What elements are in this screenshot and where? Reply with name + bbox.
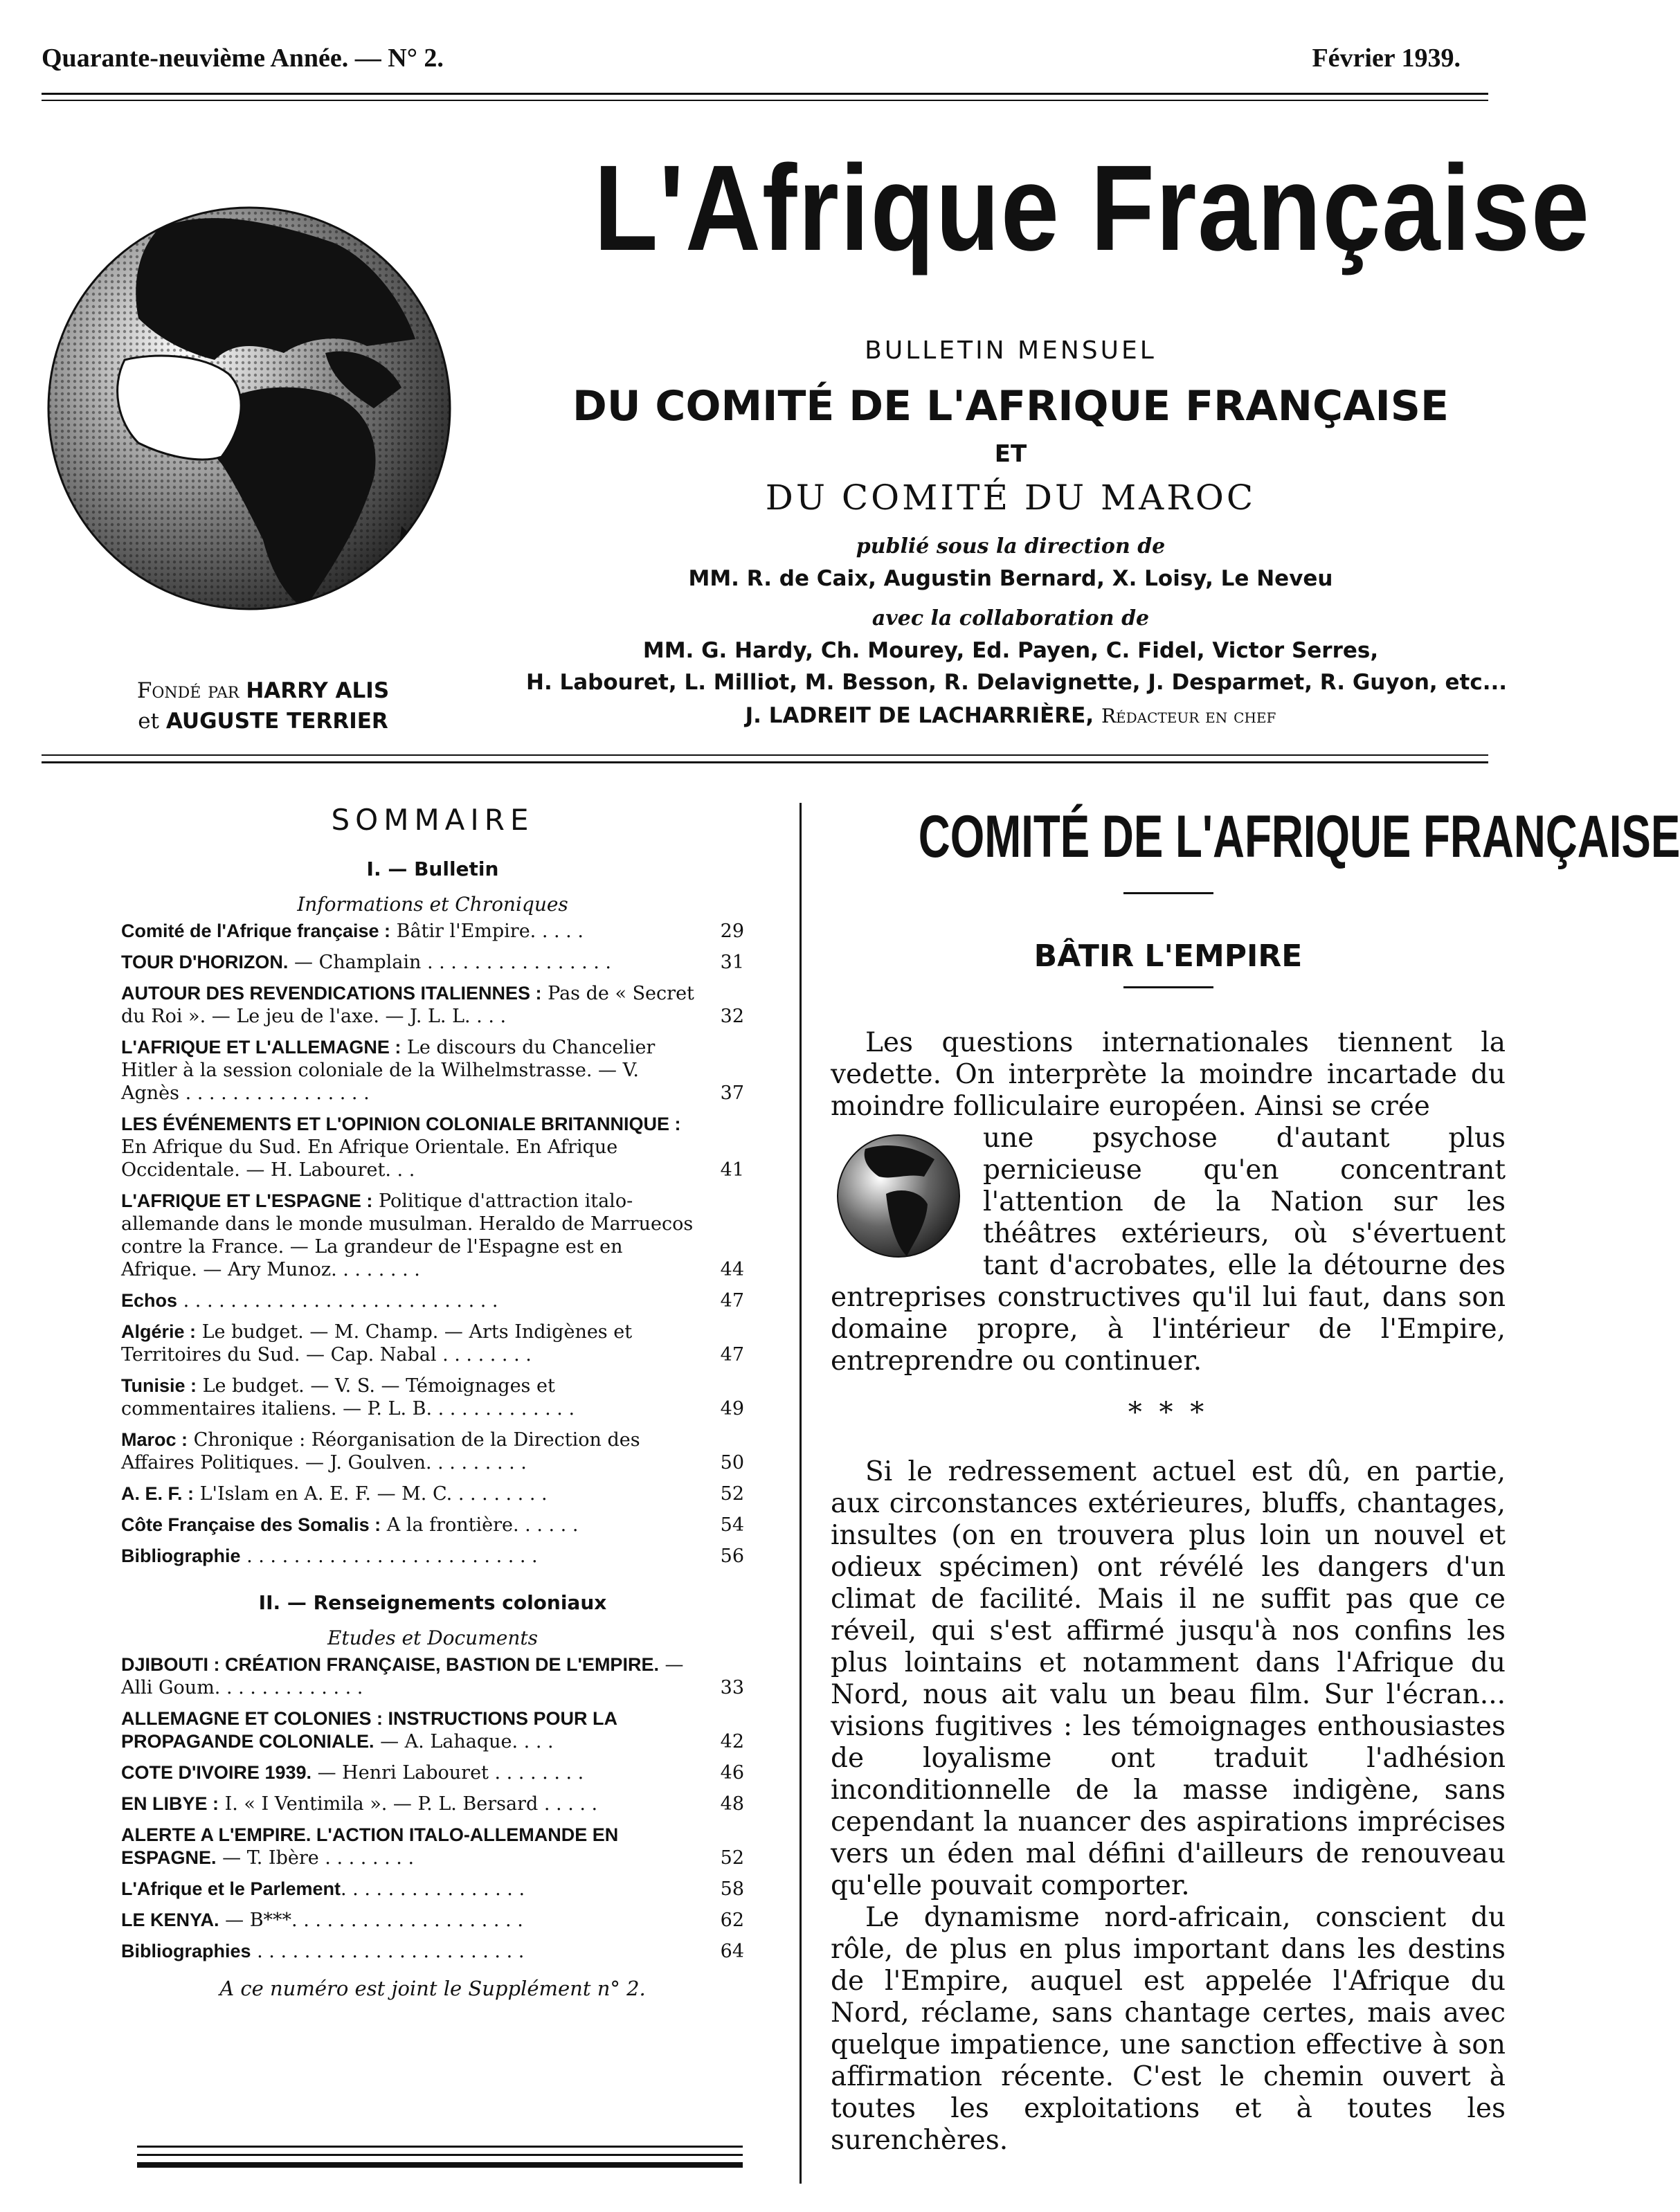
toc-entry [121,951,744,974]
toc-entry-text [121,1321,694,1366]
toc-entry-detail: Chronique : Réorganisation de la Direction des Affaires Politiques. — J. Goulven. . . . . . . . . [121,1429,640,1474]
toc-entry [121,1321,744,1366]
toc-entry-text [121,1036,694,1105]
toc-entry-detail: I. « I Ventimila ». — P. L. Bersard . . . . . [219,1793,598,1815]
comite-af-label: DU COMITÉ DE L'AFRIQUE FRANÇAISE [572,382,1449,430]
toc-entry-detail: Le budget. — M. Champ. — Arts Indigènes et Territoires du Sud. — Cap. Nabal . . . . . . . . [121,1321,633,1366]
founders-block [69,676,457,736]
toc-entry-detail: — A. Lahaque. . . . [374,1731,554,1752]
redacteur-line [526,703,1495,728]
toc-entry [121,1940,744,1963]
toc-entry-lead: AUTOUR DES REVENDICATIONS ITALIENNES : [121,983,542,1004]
section-2-sub: Etudes et Documents [327,1626,538,1649]
heading-rule [1123,892,1213,894]
directors-line: MM. R. de Caix, Augustin Bernard, X. Loisy, Le Neveu [688,566,1333,591]
toc-entry-text [121,1545,694,1568]
toc-entry-detail: Politique d'attraction italo-allemande dans le monde musulman. Heraldo de Marruecos contre la France. — La grandeur de l'Espagne est en Afrique. — Ary Munoz. . . . . . . . [121,1190,694,1280]
toc-entry-lead: LES ÉVÉNEMENTS ET L'OPINION COLONIALE BRITANNIQUE : [121,1114,681,1134]
toc-entry [121,1375,744,1420]
toc-entry-text [121,1940,694,1963]
toc-entry-detail: Bâtir l'Empire. . . . . [390,921,584,942]
toc-entry-detail: — Henri Labouret . . . . . . . . [311,1762,584,1784]
toc-entry [121,1514,744,1536]
toc-entry-lead: Bibliographie [121,1545,241,1566]
masthead-rule [42,754,1488,756]
top-rule [42,93,1488,95]
paragraph-1b: une psychose d'autant plus pernicieuse qu'en concentrant l'attention de la Nation sur les théâtres extérieurs, où s'évertuent tant d'acrobates, elle la détourne des entreprises constructives qu'il lui faut, dans son domaine propre, à l'intérieur de l'Empire, entreprendre ou continuer. [831,1123,1506,1377]
toc-entry-detail: En Afrique du Sud. En Afrique Orientale. En Afrique Occidentale. — H. Labouret. . . [121,1136,618,1181]
redacteur-role: Rédacteur en chef [1101,705,1276,727]
publie-label: publié sous la direction de [856,534,1166,559]
toc-entry-lead: ALERTE A L'EMPIRE. L'ACTION ITALO-ALLEMANDE EN ESPAGNE. [121,1824,619,1868]
toc-entry-page: 47 [720,1344,744,1366]
toc-entry-text [121,1514,694,1536]
toc-entry-lead: ALLEMAGNE ET COLONIES : INSTRUCTIONS POUR LA PROPAGANDE COLONIALE. [121,1708,617,1752]
toc-entry-lead: Comité de l'Afrique française : [121,921,391,941]
section-1-heading: I. — Bulletin [366,858,499,880]
toc-entry-text [121,1289,694,1312]
bottom-rule-1 [137,2146,743,2148]
article-title: BÂTIR L'EMPIRE [1033,939,1303,974]
toc-entry-text [121,920,694,943]
toc-entry-page: 56 [720,1545,744,1567]
toc-entry-page: 52 [720,1483,744,1505]
toc-entry-text [121,1761,694,1784]
redacteur-name: J. LADREIT DE LACHARRIÈRE, [745,703,1094,728]
toc-entry-detail: — B***. . . . . . . . . . . . . . . . . . . . [219,1910,523,1931]
toc-entry-lead: L'AFRIQUE ET L'ALLEMAGNE : [121,1037,401,1058]
toc-entry [121,1190,744,1281]
et-label: ET [994,440,1027,468]
toc-entry-page: 50 [720,1452,744,1474]
masthead-rule-2 [42,761,1488,763]
toc-entry-text [121,1429,694,1474]
title-rule [1123,986,1213,988]
toc-entry-page: 42 [720,1731,744,1752]
toc-entry-text [121,982,694,1028]
toc-entry-page: 37 [720,1082,744,1104]
bottom-rule-3 [137,2162,743,2168]
toc-section-1 [121,920,744,1568]
toc-entry-text [121,1793,694,1815]
paragraph-1a: Les questions internationales tiennent la vedette. On interprète la moindre incartade du moindre folliculaire européen. Ainsi se crée [831,1027,1506,1122]
toc-entry-page: 29 [720,921,744,942]
globe-illustration [42,180,457,623]
issue-line: Quarante-neuvième Année. — N° 2. [42,44,444,73]
toc-entry [121,1793,744,1815]
collab-label: avec la collaboration de [871,606,1150,631]
toc-entry-page: 49 [720,1398,744,1420]
toc-entry-text [121,1824,694,1869]
toc-entry-page: 58 [720,1878,744,1900]
toc-entry-page: 62 [720,1910,744,1931]
toc-entry-lead: Tunisie : [121,1375,197,1396]
paragraph-2: Si le redressement actuel est dû, en partie, aux circonstances extérieures, bluffs, chantages, insultes (on en trouvera plus loin un nouvel et odieux spécimen) ont révélé les dangers d'un climat de facilité. Mais il ne suffit pas que ce réveil, qui s'est affirmé jusqu'à nos confins les plus lointains et notamment dans l'Afrique du Nord, nous ait valu un beau film. Sur l'écran... visions fugitives : les témoignages enthousiastes de loyalisme ont traduit l'adhésion inconditionnelle de la masse indigène, sans cependant la nuancer des aspirations imprécises vers un éden mal défini d'ailleurs de renouveau qu'elle pouvait comporter. [831,1456,1506,1901]
toc-entry-page: 64 [720,1941,744,1962]
toc-entry-detail: . . . . . . . . . . . . . . . . . . . . . . . . . [240,1545,538,1567]
toc-entry-detail: — Alli Goum. . . . . . . . . . . . . [121,1654,684,1698]
sommaire-title: SOMMAIRE [331,803,534,837]
paragraph-1-wrap [831,1123,1506,1377]
bottom-rule-2 [137,2154,743,2156]
toc-entry-detail: Le discours du Chancelier Hitler à la session coloniale de la Wilhelmstrasse. — V. Agnès . . . . . . . . . . . . . . . . [121,1037,656,1104]
toc-entry-lead: DJIBOUTI : CRÉATION FRANÇAISE, BASTION DE L'EMPIRE. [121,1654,659,1675]
toc-entry-lead: Maroc : [121,1429,188,1450]
founded-label: Fondé par [136,678,240,703]
toc-entry-detail: A la frontière. . . . . . [381,1514,579,1536]
toc-entry-lead: EN LIBYE : [121,1793,219,1814]
toc-entry-page: 32 [720,1006,744,1027]
toc-entry-page: 46 [720,1762,744,1784]
toc-entry-page: 48 [720,1793,744,1815]
toc-entry-detail: Pas de « Secret du Roi ». — Le jeu de l'axe. — J. L. L. . . . [121,983,694,1027]
founder-2: AUGUSTE TERRIER [165,709,388,734]
collaborators-line-1: MM. G. Hardy, Ch. Mourey, Ed. Payen, C. Fidel, Victor Serres, [642,638,1379,663]
toc-entry-lead: L'Afrique et le Parlement [121,1878,341,1899]
toc-entry-detail: Le budget. — V. S. — Témoignages et commentaires italiens. — P. L. B. . . . . . . . . . . . . [121,1375,575,1420]
toc-entry-text [121,1707,694,1753]
toc-entry-page: 33 [720,1677,744,1698]
small-globe-illustration [831,1128,966,1264]
toc-entry-lead: TOUR D'HORIZON. [121,952,289,972]
toc-entry [121,1036,744,1105]
sommaire [121,796,744,2000]
toc-entry-text [121,1909,694,1932]
toc-entry-detail: . . . . . . . . . . . . . . . . . . . . . . . [251,1941,525,1962]
toc-entry-lead: L'AFRIQUE ET L'ESPAGNE : [121,1190,373,1211]
toc-entry-lead: COTE D'IVOIRE 1939. [121,1762,312,1783]
toc-entry [121,1113,744,1181]
toc-entry [121,1483,744,1505]
toc-entry-text [121,951,694,974]
toc-entry-lead: Bibliographies [121,1941,251,1961]
toc-entry-page: 54 [720,1514,744,1536]
toc-entry [121,1761,744,1784]
bulletin-label: BULLETIN MENSUEL [865,336,1157,365]
toc-entry-text [121,1878,694,1901]
toc-entry-text [121,1190,694,1281]
toc-entry-detail: — Champlain . . . . . . . . . . . . . . . . [288,952,612,973]
toc-entry-detail: . . . . . . . . . . . . . . . . . . . . . . . . . . . [177,1290,498,1312]
toc-entry [121,1824,744,1869]
toc-entry [121,920,744,943]
toc-entry-page: 52 [720,1847,744,1869]
toc-entry [121,1653,744,1699]
toc-entry-detail: L'Islam en A. E. F. — M. C. . . . . . . . . [194,1483,548,1505]
toc-entry-text [121,1483,694,1505]
toc-entry-page: 31 [720,952,744,973]
toc-entry-lead: Echos [121,1290,178,1311]
toc-entry [121,1707,744,1753]
toc-section-2 [121,1653,744,1963]
toc-entry [121,1878,744,1901]
toc-entry-lead: Côte Française des Somalis : [121,1514,381,1535]
article-section-heading: COMITÉ DE L'AFRIQUE FRANÇAISE [918,804,1680,870]
paragraph-3: Le dynamisme nord-africain, conscient du rôle, de plus en plus important dans les destins de l'Empire, auquel est appelée l'Afrique du Nord, réclame, sans chantage certes, mais avec quelque impatience, une sanction effective à son affirmation récente. C'est le chemin ouvert à toutes les exploitations et à toutes les surenchères. [831,1902,1506,2156]
column-divider [800,803,802,2184]
toc-entry-page: 47 [720,1290,744,1312]
supplement-note: A ce numéro est joint le Supplément n° 2. [219,1977,646,2000]
toc-entry-page: 41 [720,1159,744,1181]
toc-entry-text [121,1113,694,1181]
toc-entry-detail: . . . . . . . . . . . . . . . . [341,1878,525,1900]
top-rule-2 [42,100,1488,101]
toc-entry-lead: Algérie : [121,1321,197,1342]
toc-entry-text [121,1375,694,1420]
toc-entry-lead: LE KENYA. [121,1910,219,1930]
toc-entry-lead: A. E. F. : [121,1483,195,1504]
toc-entry-page: 44 [720,1259,744,1280]
toc-entry [121,1289,744,1312]
founded-and: et [138,709,160,734]
journal-title: L'Afrique Française [594,140,1591,276]
collaborators-line-2: H. Labouret, L. Milliot, M. Besson, R. Delavignette, J. Desparmet, R. Guyon, etc... [526,670,1508,695]
toc-entry [121,1429,744,1474]
toc-entry [121,1545,744,1568]
toc-entry [121,982,744,1028]
section-1-sub: Informations et Chroniques [297,893,568,916]
section-2-heading: II. — Renseignements coloniaux [258,1591,607,1614]
issue-date: Février 1939. [1312,44,1461,73]
asterism: * * * [1128,1397,1209,1429]
article [831,803,1680,2157]
toc-entry-text [121,1653,694,1699]
comite-maroc-label: DU COMITÉ DU MAROC [765,478,1256,518]
toc-entry [121,1909,744,1932]
founder-1: HARRY ALIS [246,678,390,703]
toc-entry-detail: — T. Ibère . . . . . . . . [216,1847,415,1869]
